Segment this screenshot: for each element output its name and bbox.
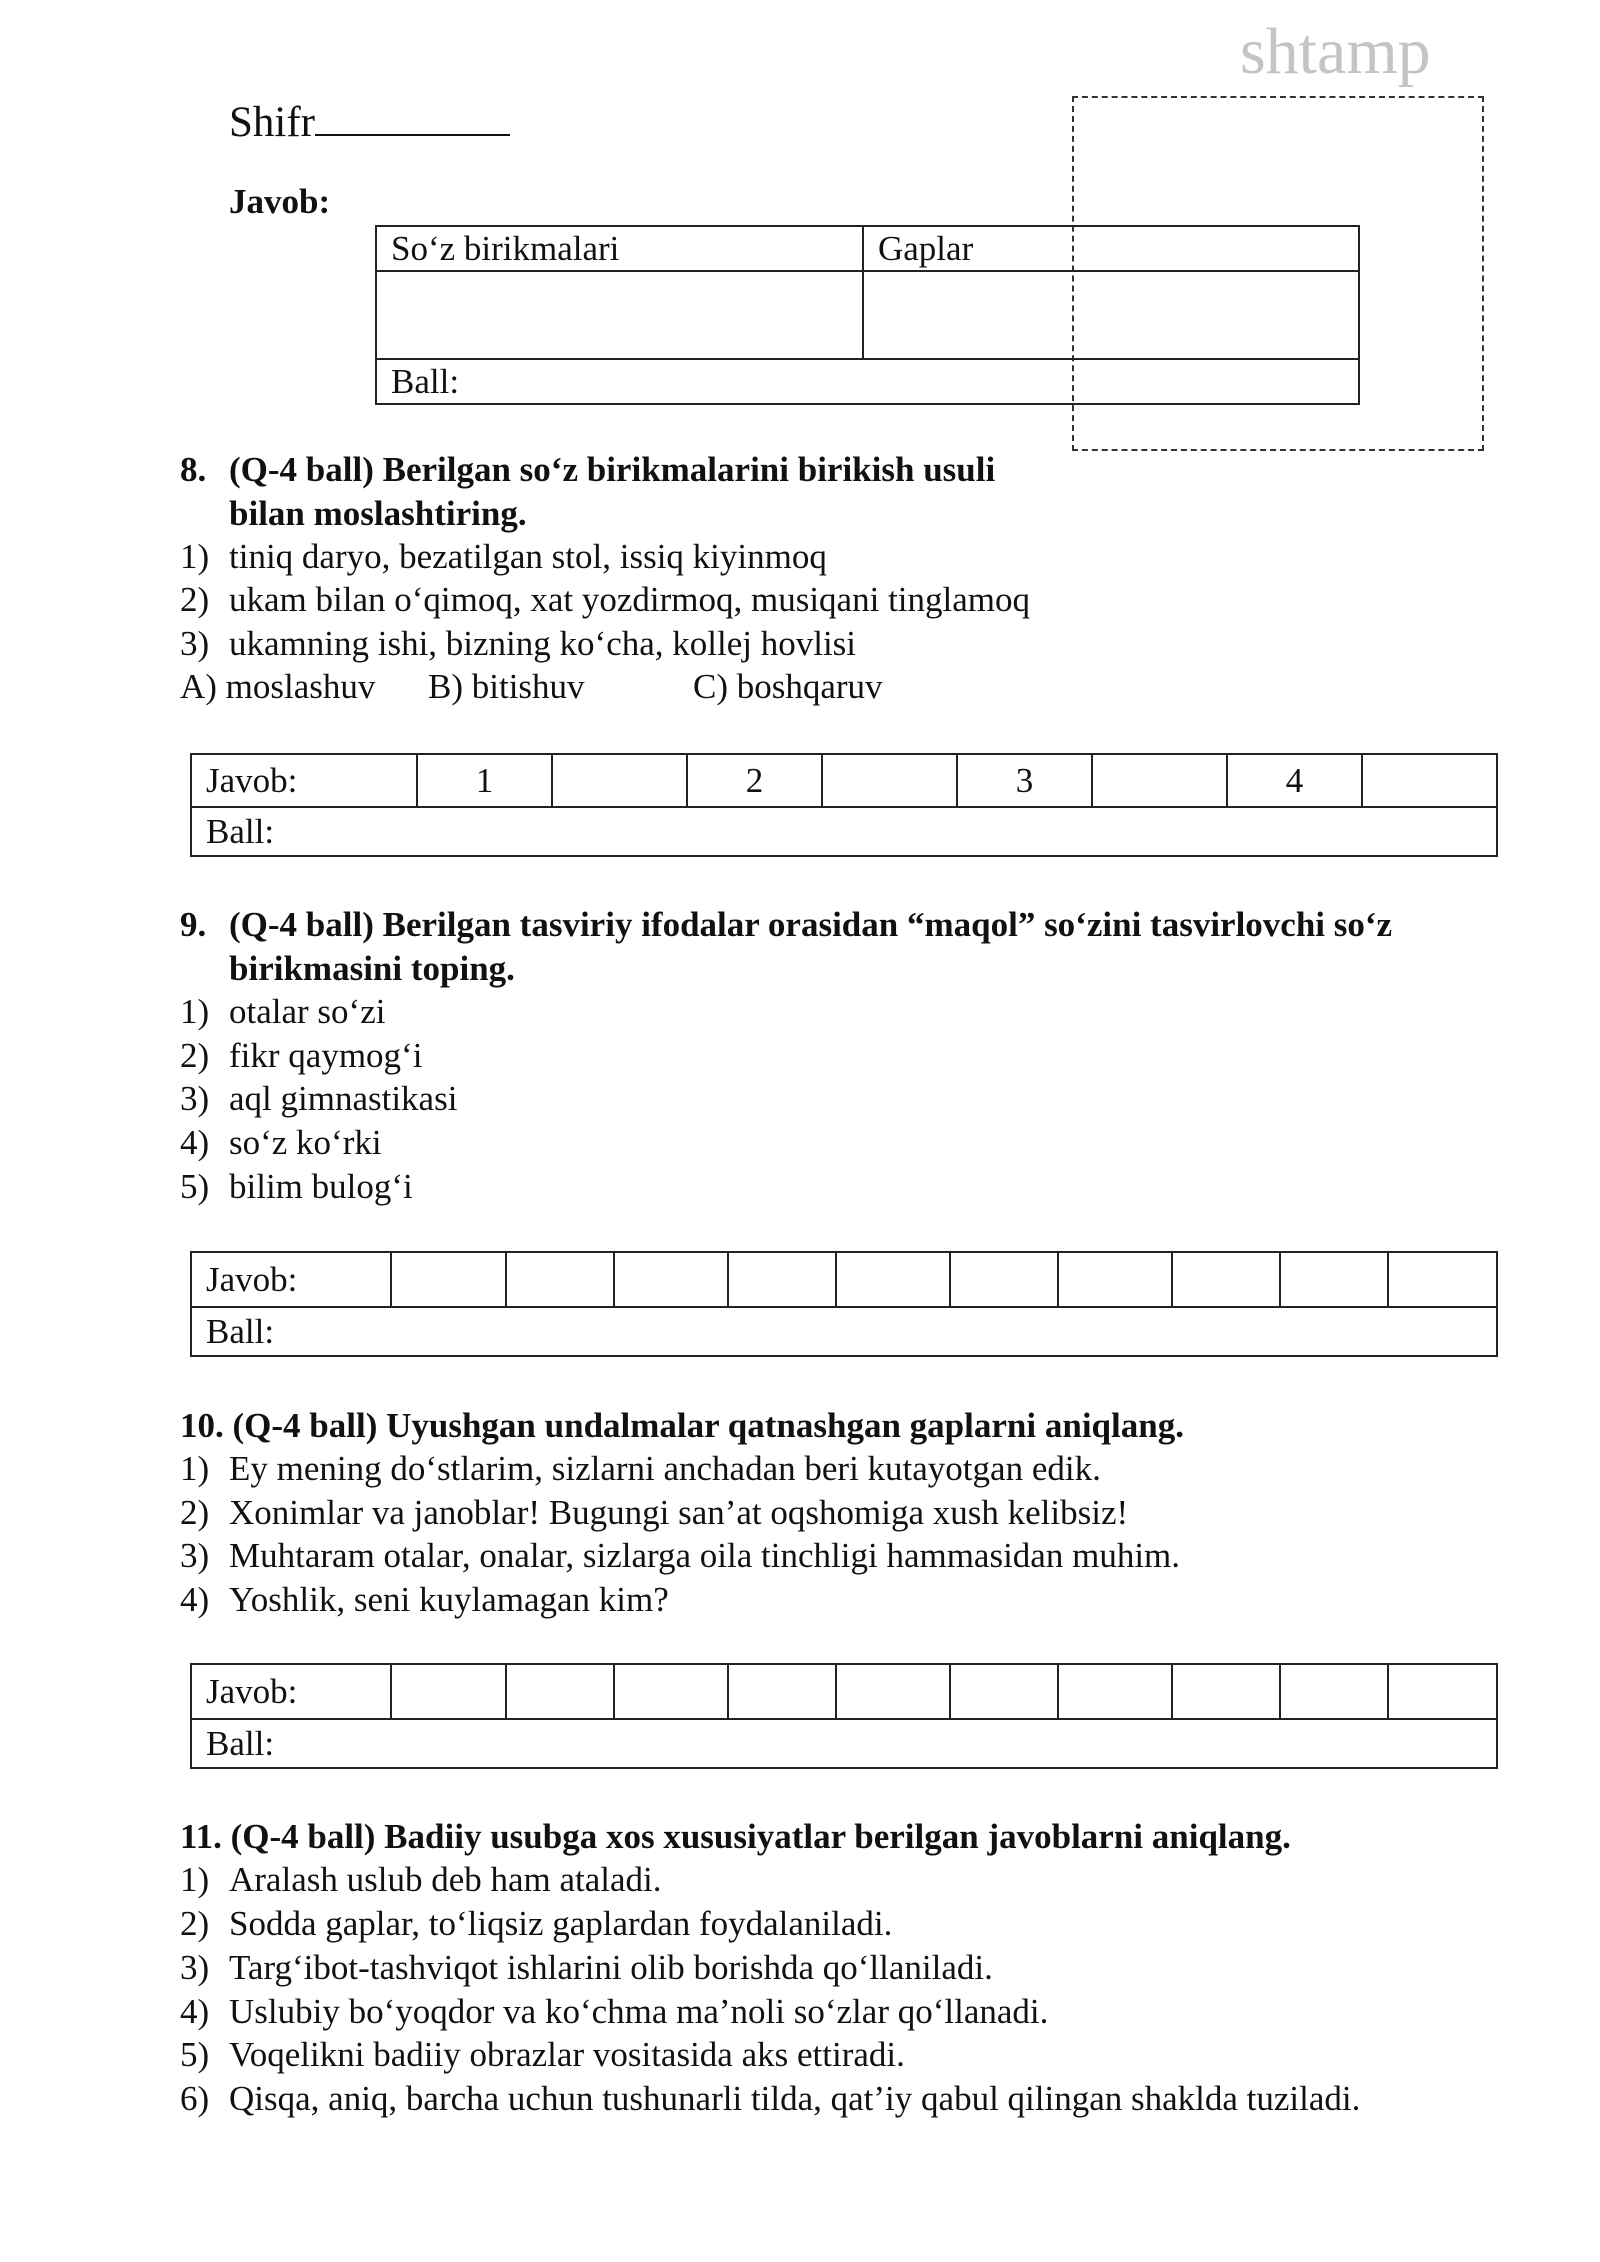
list-item: 6) Qisqa, aniq, barcha uchun tushunarli tilda, qat’iy qabul qilingan shaklda tuziladi. (180, 2079, 1361, 2118)
cipher-field (229, 97, 510, 149)
answer-slot[interactable] (1172, 1252, 1280, 1307)
list-item: 3) Muhtaram otalar, onalar, sizlarga oila tinchligi hammasidan muhim. (180, 1536, 1181, 1575)
score-cell: Ball: (376, 359, 1359, 404)
list-item: 2) ukam bilan o‘qimoq, xat yozdirmoq, musiqani tinglamoq (180, 580, 1031, 619)
question-number: 9. (180, 905, 207, 944)
question-9-title (180, 903, 1510, 990)
stamp-watermark: shtamp (1240, 15, 1431, 88)
answer-slot[interactable] (1058, 1252, 1172, 1307)
answer-slot[interactable] (1362, 754, 1497, 807)
question-text: (Q-4 ball) Uyushgan undalmalar qatnashgan gaplarni aniqlang. (232, 1406, 1184, 1445)
answer-slot[interactable] (836, 1252, 950, 1307)
list-item: 1) otalar so‘zi (180, 992, 386, 1031)
slot-number: 1 (417, 754, 552, 807)
list-item: 3) ukamning ishi, bizning ko‘cha, kollej hovlisi (180, 624, 857, 663)
slot-number: 4 (1227, 754, 1362, 807)
answer-slot[interactable] (1172, 1664, 1280, 1719)
answer-label: Javob: (191, 754, 417, 807)
answer-slot[interactable] (1280, 1664, 1388, 1719)
question-number: 10. (180, 1406, 224, 1445)
list-item: 5) bilim bulog‘i (180, 1167, 413, 1206)
answer-slot[interactable] (506, 1252, 614, 1307)
list-item: 1) Aralash uslub deb ham ataladi. (180, 1860, 662, 1899)
table-header-word-combinations: So‘z birikmalari (376, 226, 863, 271)
list-item: 4) so‘z ko‘rki (180, 1123, 382, 1162)
question-text: (Q-4 ball) Berilgan so‘z birikmalarini birikish usuli bilan moslashtiring. (229, 450, 996, 533)
answer-slot[interactable] (1092, 754, 1227, 807)
answer-label: Javob: (191, 1664, 391, 1719)
question-11-title (180, 1815, 1510, 1859)
answer-slot[interactable] (836, 1664, 950, 1719)
answer-heading: Javob: (229, 182, 331, 221)
question-number: 11. (180, 1817, 222, 1856)
score-cell: Ball: (191, 1719, 1497, 1768)
answer-slot[interactable] (950, 1664, 1058, 1719)
list-item: 2) Sodda gaplar, to‘liqsiz gaplardan foydalaniladi. (180, 1904, 893, 1943)
list-item: 1) tiniq daryo, bezatilgan stol, issiq kiyinmoq (180, 537, 827, 576)
slot-number: 2 (687, 754, 822, 807)
answer-slot[interactable] (391, 1664, 506, 1719)
question-8-title (180, 448, 1060, 535)
answer-cell-word-combinations[interactable] (376, 271, 863, 359)
answer-table-q8 (190, 753, 1498, 857)
answer-cell-sentences[interactable] (863, 271, 1359, 359)
list-item: 5) Voqelikni badiiy obrazlar vositasida aks ettiradi. (180, 2035, 905, 2074)
score-cell: Ball: (191, 1307, 1497, 1356)
score-cell: Ball: (191, 807, 1497, 856)
option-c: C) boshqaruv (693, 667, 883, 706)
list-item: 2) fikr qaymog‘i (180, 1036, 423, 1075)
answer-table-q10 (190, 1663, 1498, 1769)
list-item: 4) Uslubiy bo‘yoqdor va ko‘chma ma’noli so‘zlar qo‘llanadi. (180, 1992, 1049, 2031)
question-10-title (180, 1404, 1510, 1448)
question-number: 8. (180, 450, 207, 489)
answer-slot[interactable] (391, 1252, 506, 1307)
option-b: B) bitishuv (428, 667, 585, 706)
answer-slot[interactable] (614, 1252, 728, 1307)
answer-slot[interactable] (1388, 1252, 1497, 1307)
answer-slot[interactable] (552, 754, 687, 807)
list-item: 3) Targ‘ibot-tashviqot ishlarini olib borishda qo‘llaniladi. (180, 1948, 993, 1987)
answer-slot[interactable] (1280, 1252, 1388, 1307)
table-header-sentences: Gaplar (863, 226, 1359, 271)
answer-table-q9 (190, 1251, 1498, 1357)
question-text: (Q-4 ball) Badiiy usubga xos xususiyatlar berilgan javoblarni aniqlang. (230, 1817, 1291, 1856)
answer-label: Javob: (191, 1252, 391, 1307)
answer-slot[interactable] (822, 754, 957, 807)
list-item: 4) Yoshlik, seni kuylamagan kim? (180, 1580, 669, 1619)
answer-slot[interactable] (1058, 1664, 1172, 1719)
question-text: (Q-4 ball) Berilgan tasviriy ifodalar orasidan “maqol” so‘zini tasvirlovchi so‘z birikmasini toping. (229, 905, 1393, 988)
answer-options (180, 665, 1180, 709)
answer-slot[interactable] (728, 1664, 836, 1719)
list-item: 3) aql gimnastikasi (180, 1079, 458, 1118)
answer-slot[interactable] (614, 1664, 728, 1719)
answer-table-q7 (375, 225, 1360, 405)
slot-number: 3 (957, 754, 1092, 807)
option-a: A) moslashuv (180, 667, 376, 706)
cipher-label: Shifr (229, 99, 315, 146)
cipher-blank-line[interactable] (315, 98, 510, 136)
answer-slot[interactable] (506, 1664, 614, 1719)
answer-slot[interactable] (950, 1252, 1058, 1307)
answer-slot[interactable] (728, 1252, 836, 1307)
list-item: 2) Xonimlar va janoblar! Bugungi san’at oqshomiga xush kelibsiz! (180, 1493, 1129, 1532)
list-item: 1) Ey mening do‘stlarim, sizlarni anchadan beri kutayotgan edik. (180, 1449, 1101, 1488)
answer-slot[interactable] (1388, 1664, 1497, 1719)
